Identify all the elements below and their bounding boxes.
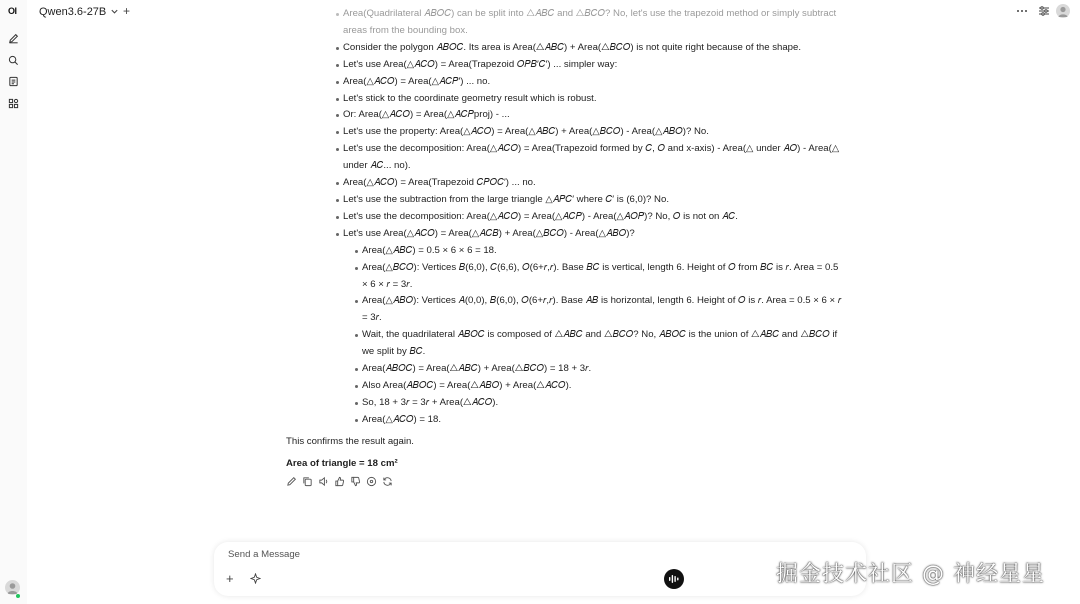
message-paragraph: This confirms the result again.	[286, 435, 414, 447]
watermark: 掘金技术社区 @ 神经星星	[776, 562, 1045, 587]
new-chat-icon[interactable]	[8, 33, 19, 44]
read-aloud-icon[interactable]	[318, 476, 329, 487]
list-item: Or: Area(△𝐴𝐶𝑂) = Area(△𝐴𝐶𝑃proj) - ...	[343, 107, 842, 124]
chevron-down-icon[interactable]	[110, 7, 119, 16]
sub-list-item: Area(△𝐴𝐵𝑂): Vertices 𝐴(0,0), 𝐵(6,0), 𝑂(6+𝑟,𝑟). Base 𝐴𝐵 is horizontal, length 6. Height of 𝑂 is 𝑟. Area = 0.5 × 6 × 𝑟 = 3𝑟.	[362, 293, 842, 327]
final-answer: Area of triangle = 18 cm²	[286, 457, 398, 469]
message-actions	[286, 476, 842, 487]
message-input[interactable]	[226, 548, 730, 561]
online-status-dot	[16, 594, 20, 598]
thumbs-down-icon[interactable]	[350, 476, 361, 487]
notes-icon[interactable]	[8, 76, 19, 87]
reasoning-list	[286, 6, 842, 429]
sub-list	[343, 243, 842, 429]
assistant-message	[286, 6, 842, 487]
info-icon[interactable]	[366, 476, 377, 487]
more-icon[interactable]	[1016, 5, 1028, 17]
controls-icon[interactable]	[1038, 5, 1050, 17]
list-item: Let's use the property: Area(△𝐴𝐶𝑂) = Area(△𝐴𝐵𝐶) + Area(△𝐵𝐶𝑂) - Area(△𝐴𝐵𝑂)? No.	[343, 124, 842, 141]
add-model-button[interactable]: +	[123, 4, 131, 18]
list-item	[343, 226, 842, 429]
workspace-icon[interactable]	[8, 98, 19, 109]
sub-list-item: Area(△𝐴𝐶𝑂) = 18.	[362, 412, 842, 429]
sub-list-item: Area(△𝐴𝐵𝐶) = 0.5 × 6 × 6 = 18.	[362, 243, 842, 260]
sub-list-item: Area(𝐴𝐵𝑂𝐶) = Area(△𝐴𝐵𝐶) + Area(△𝐵𝐶𝑂) = 18 + 3𝑟.	[362, 361, 842, 378]
list-item: Let's use Area(△𝐴𝐶𝑂) = Area(Trapezoid 𝑂𝑃𝐵′𝐶′) ... simpler way:	[343, 57, 842, 74]
sidebar	[0, 0, 27, 604]
thumbs-up-icon[interactable]	[334, 476, 345, 487]
model-selector[interactable]: Qwen3.6-27B	[39, 6, 107, 18]
copy-icon[interactable]	[302, 476, 313, 487]
app-logo[interactable]: OI	[8, 6, 17, 16]
message-composer	[214, 542, 866, 596]
list-item: Let's use the decomposition: Area(△𝐴𝐶𝑂) = Area(△𝐴𝐶𝑃) - Area(△𝐴𝑂𝑃)? No, 𝑂 is not on 𝐴𝐶.	[343, 209, 842, 226]
regenerate-icon[interactable]	[382, 476, 393, 487]
sub-list-item: Area(△𝐵𝐶𝑂): Vertices 𝐵(6,0), 𝐶(6,6), 𝑂(6+𝑟,𝑟). Base 𝐵𝐶 is vertical, length 6. Height of 𝑂 from 𝐵𝐶 is 𝑟. Area = 0.5 × 6 × 𝑟 = 3𝑟.	[362, 260, 842, 294]
list-item: Area(Quadrilateral 𝐴𝐵𝑂𝐶) can be split into △𝐴𝐵𝐶 and △𝐵𝐶𝑂? No, let's use the trapezoid method or simply subtract areas from the bounding box.	[343, 6, 842, 40]
list-item: Area(△𝐴𝐶𝑂) = Area(Trapezoid 𝐶𝑃𝑂𝐶′) ... no.	[343, 175, 842, 192]
sub-list-item: Also Area(𝐴𝐵𝑂𝐶) = Area(△𝐴𝐵𝑂) + Area(△𝐴𝐶𝑂).	[362, 378, 842, 395]
integrations-icon[interactable]	[250, 573, 261, 584]
sub-list-item: Wait, the quadrilateral 𝐴𝐵𝑂𝐶 is composed of △𝐴𝐵𝐶 and △𝐵𝐶𝑂? No, 𝐴𝐵𝑂𝐶 is the union of △𝐴𝐵𝐶 and △𝐵𝐶𝑂 if we split by 𝐵𝐶.	[362, 327, 842, 361]
list-item: Consider the polygon 𝐴𝐵𝑂𝐶. Its area is Area(△𝐴𝐵𝐶) + Area(△𝐵𝐶𝑂) is not quite right because of the shape.	[343, 40, 842, 57]
sub-list-item: So, 18 + 3𝑟 = 3𝑟 + Area(△𝐴𝐶𝑂).	[362, 395, 842, 412]
list-item: Area(△𝐴𝐶𝑂) = Area(△𝐴𝐶𝑃′) ... no.	[343, 74, 842, 91]
search-icon[interactable]	[8, 55, 19, 66]
list-item: Let's stick to the coordinate geometry result which is robust.	[343, 91, 842, 108]
user-avatar[interactable]	[5, 580, 20, 595]
list-item-text: Let's use Area(△𝐴𝐶𝑂) = Area(△𝐴𝐶𝐵) + Area(△𝐵𝐶𝑂) - Area(△𝐴𝐵𝑂)?	[343, 227, 635, 239]
edit-icon[interactable]	[286, 476, 297, 487]
attach-button[interactable]: +	[226, 571, 234, 586]
list-item: Let's use the subtraction from the large triangle △𝐴𝑃𝐶′ where 𝐶′ is (6,0)? No.	[343, 192, 842, 209]
profile-avatar[interactable]	[1056, 4, 1070, 18]
voice-mode-button[interactable]	[664, 569, 684, 589]
list-item: Let's use the decomposition: Area(△𝐴𝐶𝑂) = Area(Trapezoid formed by 𝐶, 𝑂 and x-axis) - Area(△ under 𝐴𝑂) - Area(△ under 𝐴𝐶... no).	[343, 141, 842, 175]
